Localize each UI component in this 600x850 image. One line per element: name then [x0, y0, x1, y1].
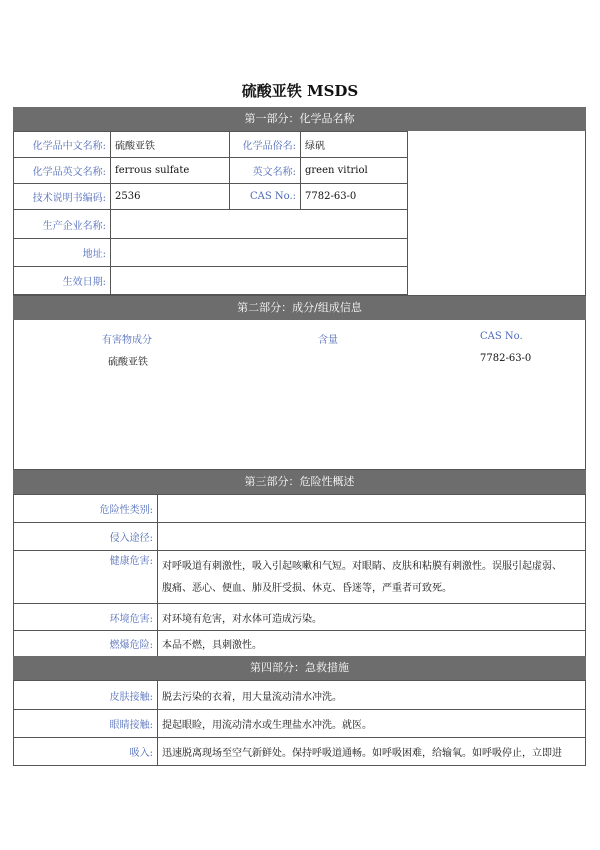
col-cas-header: CAS No. [480, 331, 523, 342]
date-value [111, 267, 408, 295]
section3-header: 第三部分：危险性概述 [13, 470, 586, 494]
route-label: 侵入途径: [14, 523, 158, 551]
cas-label: CAS No.: [230, 184, 301, 210]
cn-name-label: 化学品中文名称: [14, 132, 111, 158]
component-cas: 7782-63-0 [480, 353, 532, 364]
col-component-header: 有害物成分 [102, 335, 152, 346]
en-name-label: 化学品英文名称: [14, 158, 111, 184]
spec-code-label: 技术说明书编码: [14, 184, 111, 210]
section1-header: 第一部分：化学品名称 [13, 107, 586, 131]
common-name-value: 绿矾 [301, 132, 408, 158]
inhale-value: 迅速脱离现场至空气新鲜处。保持呼吸道通畅。如呼吸困难，给输氧。如呼吸停止，立即进 [158, 738, 586, 766]
route-value [158, 523, 586, 551]
document-title: 硫酸亚铁 MSDS [241, 82, 359, 100]
health-line-1: 对呼吸道有刺激性，吸入引起咳嗽和气短。对眼睛、皮肤和粘膜有刺激性。误服引起虚弱、 [162, 561, 562, 572]
address-value [111, 239, 408, 267]
address-label: 地址: [14, 239, 111, 267]
component-name: 硫酸亚铁 [108, 357, 148, 368]
eye-label: 眼睛接触: [14, 710, 158, 738]
common-name-label: 化学品俗名: [230, 132, 301, 158]
inhale-label: 吸入: [14, 738, 158, 766]
section4-table [13, 680, 586, 766]
category-label: 危险性类别: [14, 495, 158, 523]
cn-name-value: 硫酸亚铁 [111, 132, 230, 158]
en-alias-value: green vitriol [301, 158, 408, 184]
date-label: 生效日期: [14, 267, 111, 295]
health-label: 健康危害: [14, 551, 158, 604]
skin-value: 脱去污染的衣着，用大量流动清水冲洗。 [158, 681, 586, 710]
section2-header: 第二部分：成分/组成信息 [13, 296, 586, 320]
eye-value: 提起眼睑，用流动清水或生理盐水冲洗。就医。 [158, 710, 586, 738]
env-value: 对环境有危害，对水体可造成污染。 [158, 604, 586, 631]
maker-label: 生产企业名称: [14, 210, 111, 239]
fire-label: 燃爆危险: [14, 631, 158, 657]
spec-code-value: 2536 [111, 184, 230, 210]
en-alias-label: 英文名称: [230, 158, 301, 184]
section2-box [13, 320, 586, 470]
maker-value [111, 210, 408, 239]
col-content-header: 含量 [318, 335, 338, 346]
cas-value: 7782-63-0 [301, 184, 408, 210]
health-line-2: 腹痛、恶心、便血、肺及肝受损、休克、昏迷等，严重者可致死。 [162, 583, 452, 594]
section3-table [13, 494, 586, 657]
health-value [158, 551, 586, 604]
en-name-value: ferrous sulfate [111, 158, 230, 184]
section4-header: 第四部分：急救措施 [13, 656, 586, 680]
section3-box [13, 494, 586, 656]
section4-box [13, 680, 586, 766]
skin-label: 皮肤接触: [14, 681, 158, 710]
fire-value: 本品不燃，具刺激性。 [158, 631, 586, 657]
category-value [158, 495, 586, 523]
section1-table [13, 131, 408, 295]
env-label: 环境危害: [14, 604, 158, 631]
section1-box [13, 131, 586, 296]
